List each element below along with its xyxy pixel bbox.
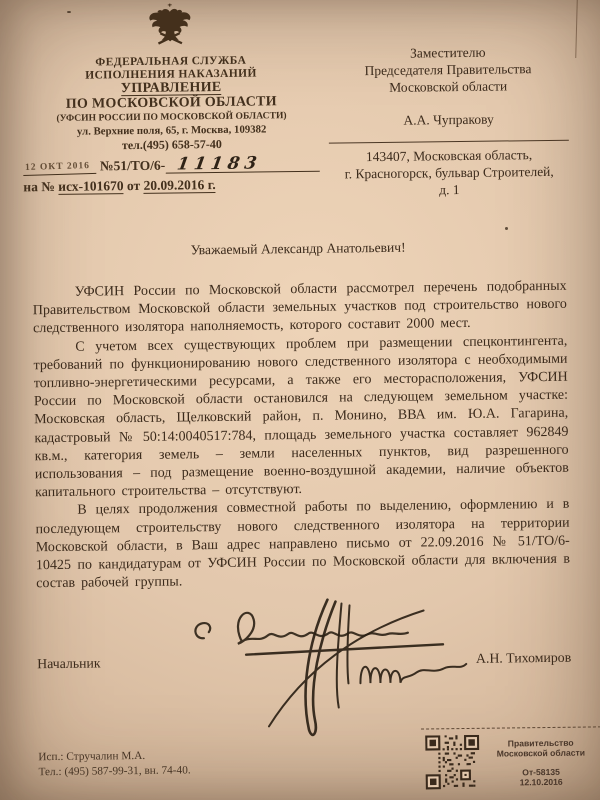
- signer-title: Начальник: [37, 655, 101, 672]
- signature-row: [37, 650, 571, 673]
- recipient-name: А.А. Чупракову: [403, 111, 494, 128]
- ref-ot: от: [126, 177, 141, 194]
- recipient-address-line2: г. Красногорск, бульвар Строителей,: [344, 163, 554, 182]
- letterhead: [21, 2, 321, 196]
- ref-number: исх-101670: [58, 178, 124, 194]
- recipient-title-line3: Московской области: [389, 78, 508, 95]
- paper-speck: [505, 227, 508, 230]
- paper-speck: [67, 11, 71, 13]
- stamp-number: От-58135: [522, 766, 560, 778]
- org-address: ул. Верхние поля, 65, г. Москва, 109382: [76, 123, 267, 138]
- org-name-line4: ПО МОСКОВСКОЙ ОБЛАСТИ: [65, 94, 278, 112]
- outgoing-number-handwritten: 11183: [166, 155, 323, 174]
- outgoing-number-row: [23, 155, 321, 176]
- executor-block: [38, 748, 190, 779]
- signer-name: А.Н. Тихомиров: [475, 649, 572, 666]
- paragraph-1: УФСИН России по Московской области рассмотрел перечень подобранных Правительством Московской области земельных участков под строительство нового следственного изолятора наполняемость, которого составит 2000 мест.: [32, 278, 567, 337]
- stamp-org-line2: Московской области: [496, 747, 586, 759]
- org-name-abbrev: (УФСИН РОССИИ ПО МОСКОВСКОЙ ОБЛАСТИ): [56, 110, 287, 124]
- reference-number-row: [23, 176, 321, 196]
- recipient-address-line1: 143407, Московская область,: [365, 147, 533, 165]
- paragraph-2: С учетом всех существующих проблем при размещении спецконтингента, требований по функционированию нового следственного изолятора с необходимыми топливно-энергетическими ресурсами, а также его месторасположения, УФСИН России по Московской области остановился на следующем земельном участке: Московская область, Щелковский район, п. Монино, ВВА им. Ю.А. Гагарина, кадастровый № 50:14:0040517:784, площадь земельного участка составляет 962849 кв.м., категория земель – земли населенных пунктов, вид разрешенного использования – под размещение военно-воздушной академии, наличие объектов капитального строительства – отсутствуют.: [33, 333, 569, 501]
- org-name-line1: ФЕДЕРАЛЬНАЯ СЛУЖБА: [95, 54, 247, 69]
- paragraph-3: В целях продолжения совместной работы по выделению, оформлению и в последующем строительству нового следственного изолятора на территории Московской области, в Ваш адрес направлено письмо от 22.09.2016 № 51/ТО/6-10425 по кандидатурам от УФСИН России по Московской области для включения в состав рабочей группы.: [35, 497, 571, 592]
- recipient-divider: [329, 140, 569, 144]
- org-name-line2: ИСПОЛНЕНИЯ НАКАЗАНИЙ: [85, 67, 257, 82]
- recipient-block: [326, 43, 572, 200]
- org-name-line3: УПРАВЛЕНИЕ: [120, 79, 222, 97]
- fsin-eagle-emblem-icon: [145, 3, 197, 50]
- executor-name: Исп.: Стручалин М.А.: [38, 749, 146, 764]
- stamp-org-line1: Правительство: [507, 737, 574, 749]
- qr-code-icon: [425, 735, 480, 790]
- recipient-title-line1: Заместителю: [409, 44, 486, 61]
- incoming-date-stamp: 12 ОКТ 2016: [23, 161, 96, 176]
- org-phone: тел.(495) 658-57-40: [121, 136, 222, 153]
- ref-prefix: на №: [23, 178, 55, 195]
- registration-stamp: [421, 726, 600, 794]
- outgoing-number-prefix: №51/ТО/6-: [99, 157, 166, 174]
- stamp-text: [486, 733, 596, 787]
- letter-body: [33, 278, 571, 594]
- salutation: Уважаемый Александр Анатольевич!: [190, 239, 406, 258]
- executor-phone: Тел.: (495) 587-99-31, вн. 74-40.: [38, 763, 191, 778]
- recipient-address-line3: д. 1: [439, 182, 460, 198]
- stamp-date: 12.10.2016: [519, 776, 563, 788]
- ref-date: 20.09.2016 г.: [143, 177, 216, 193]
- recipient-title-line2: Председателя Правительства: [364, 61, 532, 79]
